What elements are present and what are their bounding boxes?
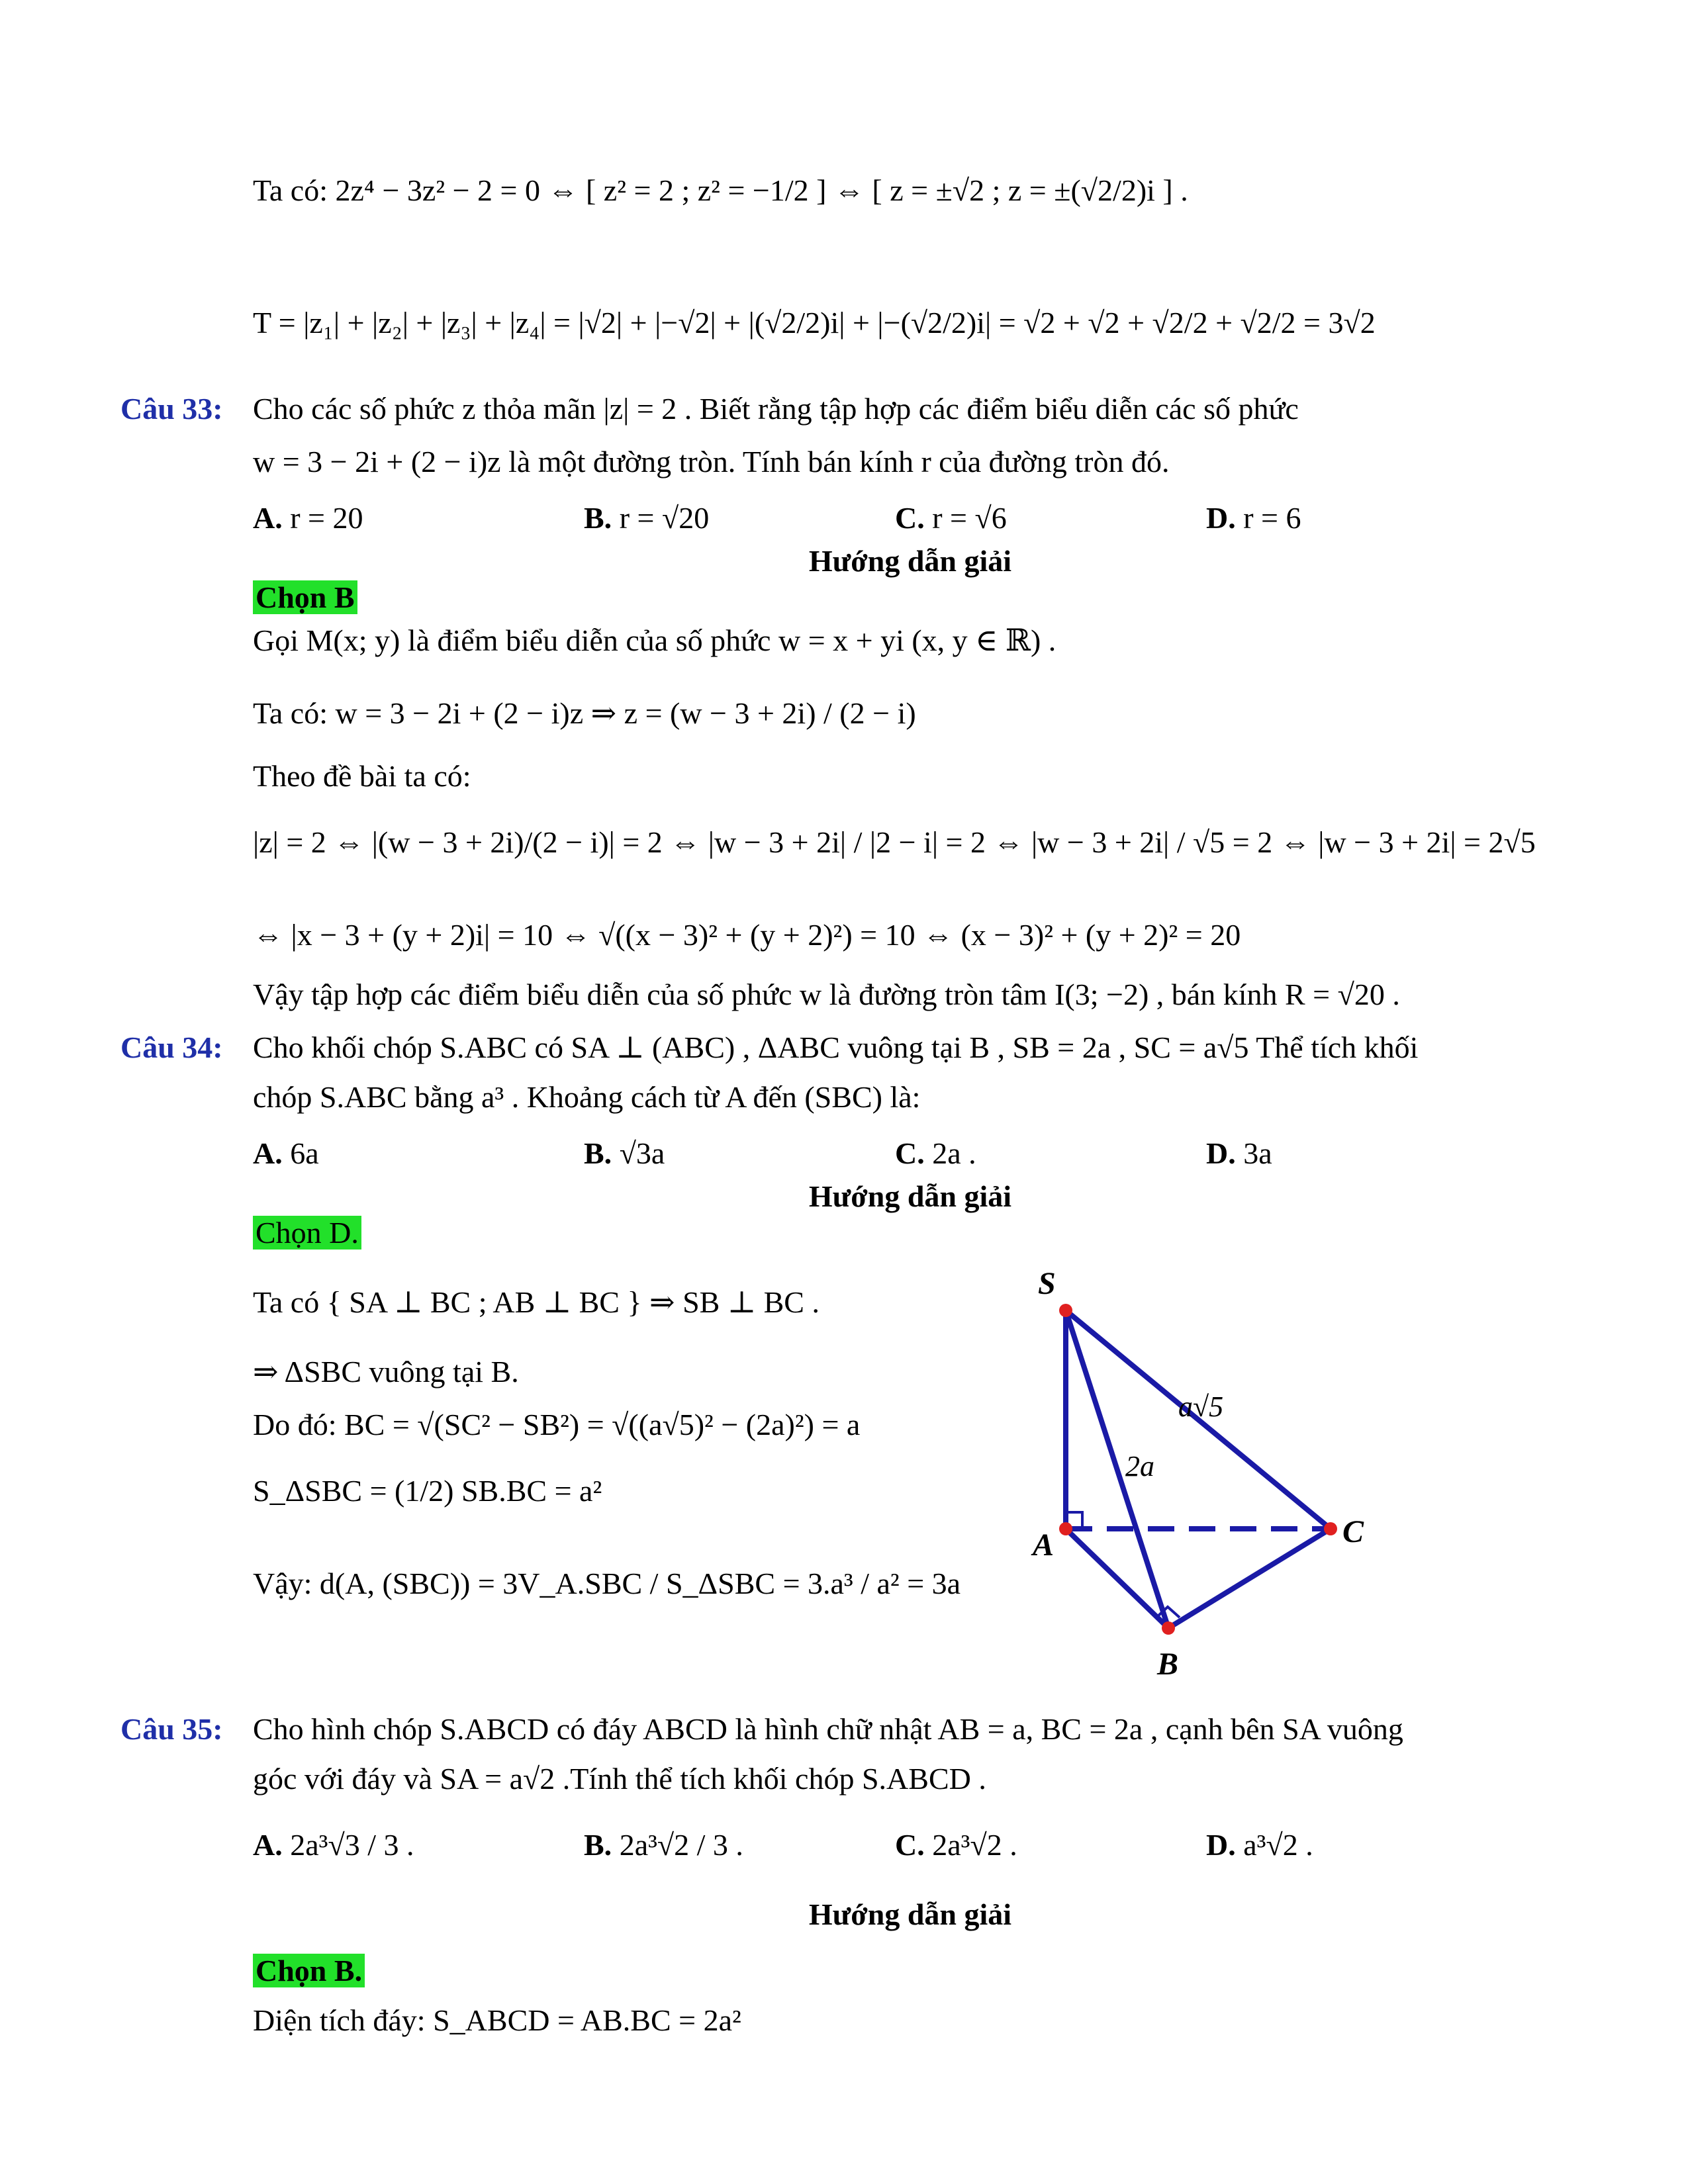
q34-number: Câu 34:	[120, 1030, 223, 1064]
pyramid-figure	[980, 1257, 1403, 1707]
q35-answer: Chọn B.	[253, 1956, 365, 1986]
q34-option-b: B. √3a	[584, 1136, 665, 1170]
q33-guide-title: Hướng dẫn giải	[808, 544, 1012, 578]
q34-sol-5: Vậy: d(A, (SBC)) = 3V_A.SBC / S_ΔSBC = 3.a³ / a² = 3a	[253, 1567, 961, 1600]
q33-option-d: D. r = 6	[1206, 501, 1301, 535]
q35-option-a: A. 2a³√3 / 3 .	[253, 1828, 414, 1862]
q32-solution-line1: Ta có: 2z⁴ − 3z² − 2 = 0 ⇔ [ z² = 2 ; z² = −1/2 ] ⇔ [ z = ±√2 ; z = ±(√2/2)i ] .	[253, 173, 1188, 207]
q34-text2: chóp S.ABC bằng a³ . Khoảng cách từ A đến (SBC) là:	[253, 1080, 921, 1114]
q34-guide-title: Hướng dẫn giải	[808, 1179, 1012, 1213]
q34-answer: Chọn D.	[253, 1218, 361, 1248]
q34-sol-4: S_ΔSBC = (1/2) SB.BC = a²	[253, 1474, 602, 1508]
q33-sol-4: |z| = 2 ⇔ |(w − 3 + 2i)/(2 − i)| = 2 ⇔ |w − 3 + 2i| / |2 − i| = 2 ⇔ |w − 3 + 2i| / √5 = 2 ⇔ |w − 3 + 2i| = 2√5	[253, 825, 1536, 859]
q33-answer: Chọn B	[253, 582, 357, 613]
q35-number: Câu 35:	[120, 1712, 223, 1746]
q33-sol-5: ⇔ |x − 3 + (y + 2)i| = 10 ⇔ √((x − 3)² + (y + 2)²) = 10 ⇔ (x − 3)² + (y + 2)² = 20	[253, 918, 1241, 952]
point-b	[1162, 1621, 1175, 1635]
q34-option-d: D. 3a	[1206, 1136, 1272, 1170]
q33-text1: Cho các số phức z thỏa mãn |z| = 2 . Biết rằng tập hợp các điểm biểu diễn các số phức	[253, 392, 1299, 426]
label-edge-sb: 2a	[1125, 1450, 1154, 1482]
q33-sol-1: Gọi M(x; y) là điểm biểu diễn của số phức w = x + yi (x, y ∈ ℝ) .	[253, 623, 1056, 657]
q34-option-c: C. 2a .	[895, 1136, 976, 1170]
q34-text1: Cho khối chóp S.ABC có SA ⊥ (ABC) , ΔABC vuông tại B , SB = 2a , SC = a√5 Thể tích khối	[253, 1030, 1419, 1064]
q33-number: Câu 33:	[120, 392, 223, 426]
q35-sol-1: Diện tích đáy: S_ABCD = AB.BC = 2a²	[253, 2003, 741, 2037]
point-c	[1324, 1522, 1337, 1535]
point-s	[1059, 1304, 1072, 1317]
q34-option-a: A. 6a	[253, 1136, 319, 1170]
label-edge-sc: a√5	[1178, 1390, 1224, 1423]
label-b: B	[1157, 1647, 1179, 1682]
q33-sol-6: Vậy tập hợp các điểm biểu diễn của số phức w là đường tròn tâm I(3; −2) , bán kính R = √20 .	[253, 978, 1400, 1011]
q35-guide-title: Hướng dẫn giải	[808, 1897, 1012, 1931]
q34-sol-1: Ta có { SA ⊥ BC ; AB ⊥ BC } ⇒ SB ⊥ BC .	[253, 1285, 820, 1319]
q33-option-a: A. r = 20	[253, 501, 363, 535]
q33-option-c: C. r = √6	[895, 501, 1007, 535]
q33-sol-2: Ta có: w = 3 − 2i + (2 − i)z ⇒ z = (w − 3 + 2i) / (2 − i)	[253, 696, 916, 730]
q33-text2: w = 3 − 2i + (2 − i)z là một đường tròn. Tính bán kính r của đường tròn đó.	[253, 445, 1170, 478]
q34-sol-2: ⇒ ΔSBC vuông tại B.	[253, 1355, 519, 1388]
label-s: S	[1038, 1266, 1056, 1301]
q35-option-d: D. a³√2 .	[1206, 1828, 1313, 1862]
q32-solution-line2: T = |z₁| + |z₂| + |z₃| + |z₄| = |√2| + |−√2| + |(√2/2)i| + |−(√2/2)i| = √2 + √2 + √2/2 + √2/2 = 3√2	[253, 306, 1376, 340]
label-c: C	[1342, 1514, 1364, 1549]
q35-text1: Cho hình chóp S.ABCD có đáy ABCD là hình chữ nhật AB = a, BC = 2a , cạnh bên SA vuông	[253, 1712, 1403, 1746]
q35-text2: góc với đáy và SA = a√2 .Tính thể tích khối chóp S.ABCD .	[253, 1762, 986, 1796]
q34-sol-3: Do đó: BC = √(SC² − SB²) = √((a√5)² − (2a)²) = a	[253, 1408, 861, 1441]
q35-option-b: B. 2a³√2 / 3 .	[584, 1828, 743, 1862]
point-a	[1059, 1522, 1072, 1535]
edge-bc	[1168, 1529, 1331, 1628]
q33-option-b: B. r = √20	[584, 501, 710, 535]
label-a: A	[1033, 1527, 1055, 1563]
q35-option-c: C. 2a³√2 .	[895, 1828, 1017, 1862]
q33-sol-3: Theo đề bài ta có:	[253, 759, 471, 793]
